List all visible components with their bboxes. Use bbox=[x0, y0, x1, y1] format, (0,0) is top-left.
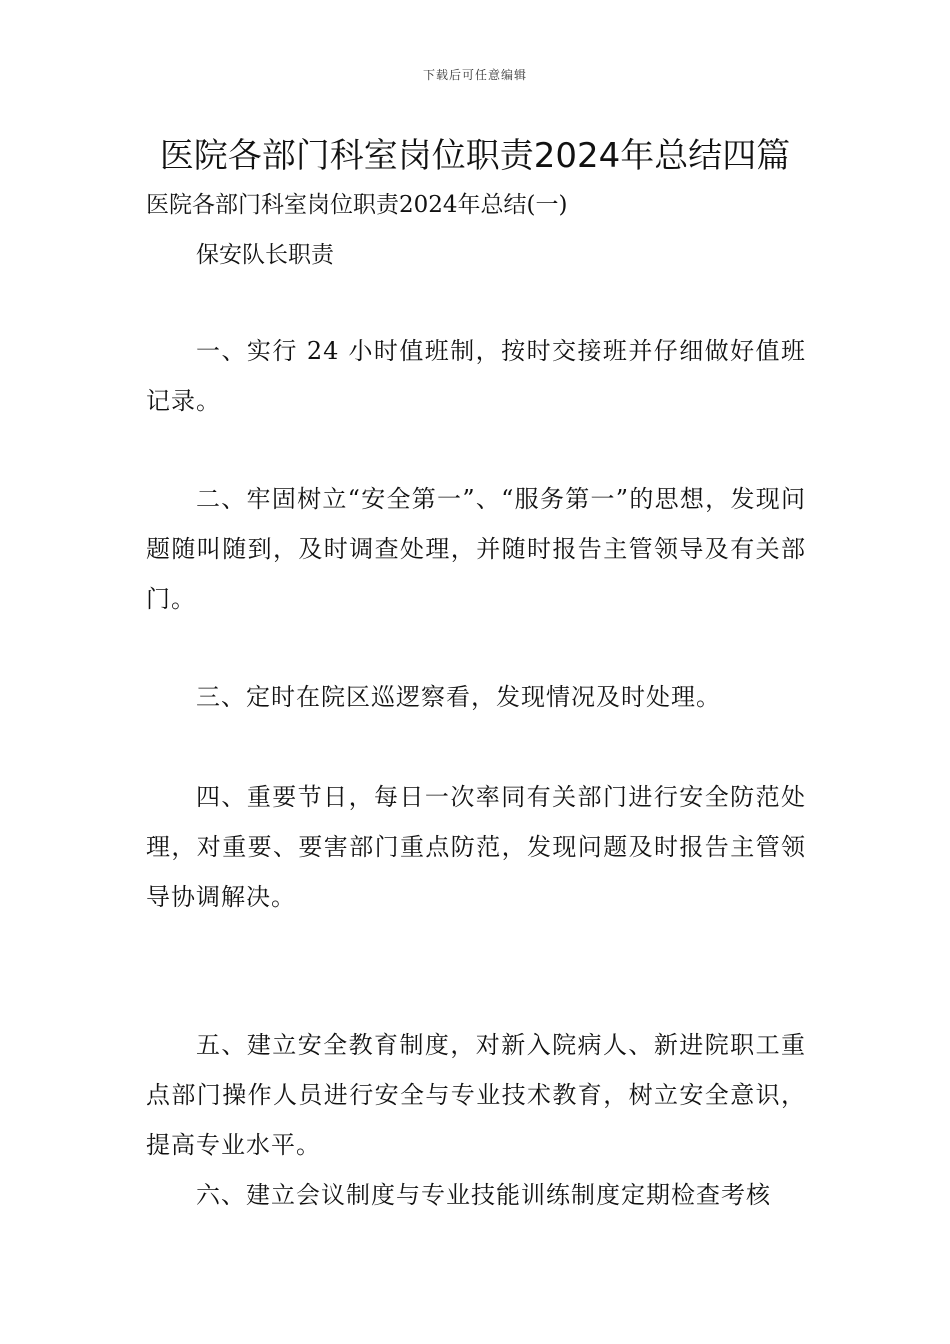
paragraph: 六、建立会议制度与专业技能训练制度定期检查考核 bbox=[196, 1181, 771, 1209]
paragraph: 一、实行 24 小时值班制，按时交接班并仔细做好值班记录。 bbox=[146, 337, 806, 415]
header-note: 下载后可任意编辑 bbox=[422, 68, 527, 82]
paragraph: 五、建立安全教育制度，对新入院病人、新进院职工重点部门操作人员进行安全与专业技术教育，树立安全意识，提高专业水平。 bbox=[146, 1031, 806, 1159]
document-title: 医院各部门科室岗位职责2024年总结四篇 bbox=[159, 136, 791, 176]
document-subtitle: 医院各部门科室岗位职责2024年总结(一) bbox=[146, 192, 568, 218]
paragraph: 四、重要节日，每日一次率同有关部门进行安全防范处理，对重要、要害部门重点防范，发现问题及时报告主管领导协调解决。 bbox=[146, 783, 806, 911]
paragraph: 二、牢固树立“安全第一”、“服务第一”的思想，发现问题随叫随到，及时调查处理，并随时报告主管领导及有关部门。 bbox=[146, 485, 806, 613]
paragraph: 三、定时在院区巡逻察看，发现情况及时处理。 bbox=[196, 683, 721, 711]
section-heading: 保安队长职责 bbox=[196, 242, 334, 268]
